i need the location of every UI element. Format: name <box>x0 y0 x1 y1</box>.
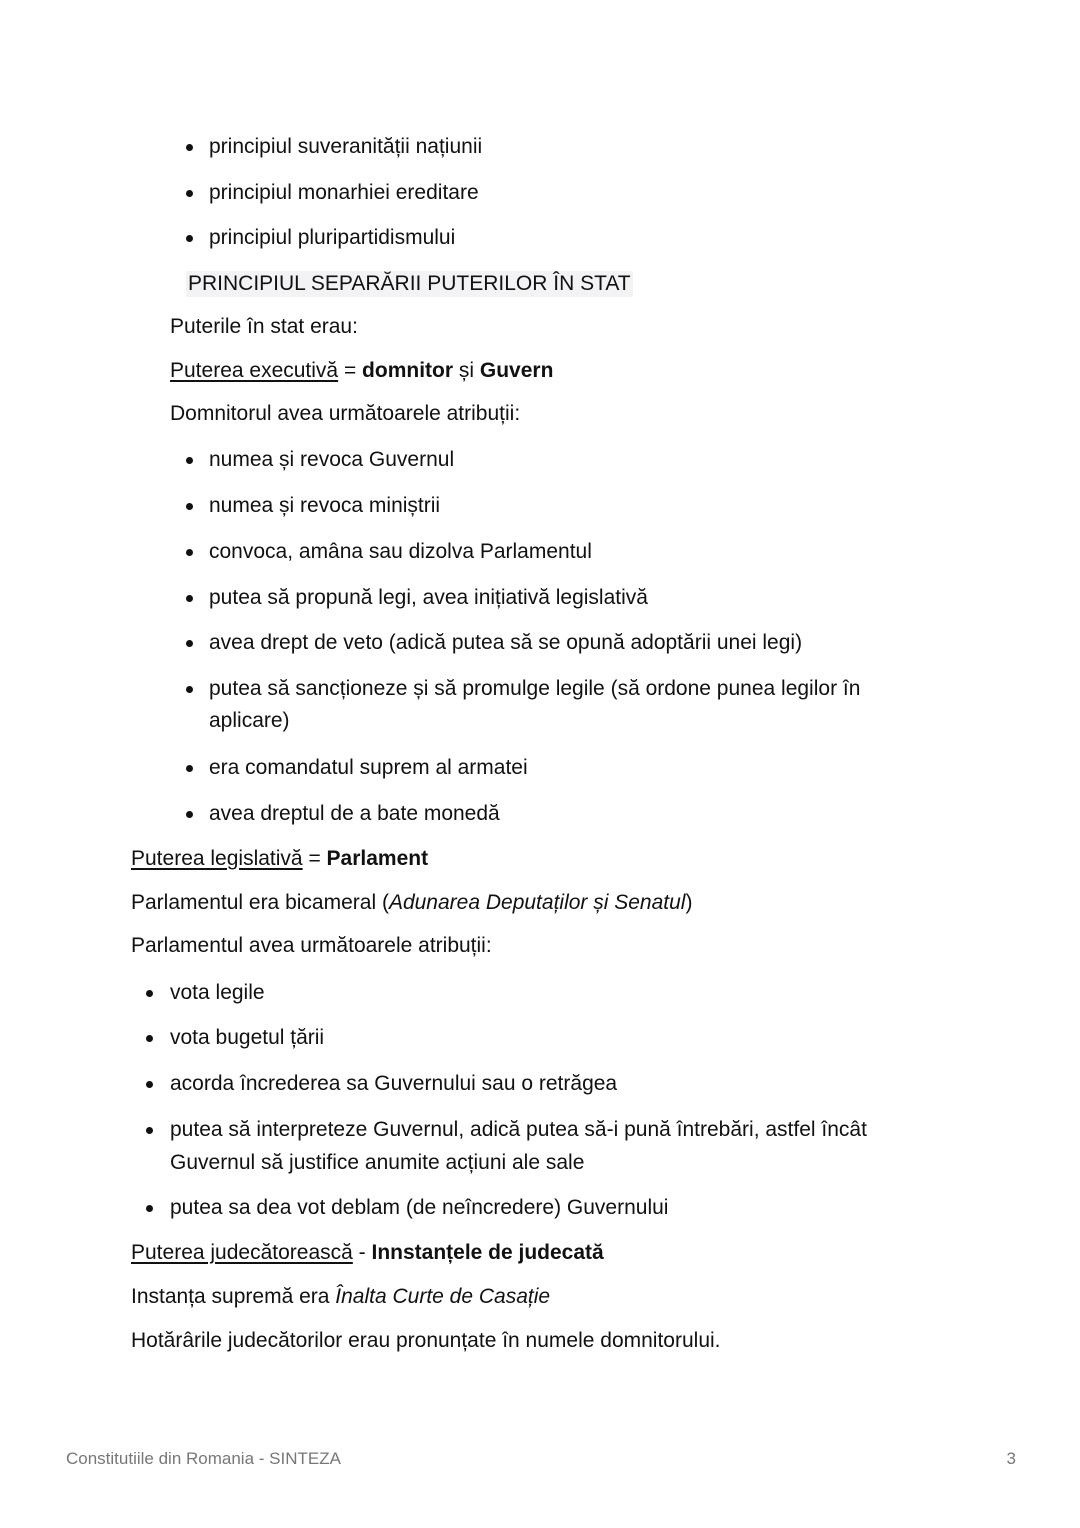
bold-term: Parlament <box>326 847 429 870</box>
paragraph: Puterile în stat erau: <box>170 315 358 338</box>
bullet <box>186 190 193 197</box>
bullet <box>186 457 193 464</box>
list-item: putea să sancționeze și să promulge legile (să ordone punea legilor în <box>209 677 861 700</box>
list-item: vota legile <box>170 981 265 1004</box>
list-item: putea sa dea vot deblam (de neîncredere) Guvernului <box>170 1196 669 1219</box>
separator: - <box>352 1241 372 1264</box>
bullet <box>186 686 193 693</box>
bold-term: domnitor <box>362 359 454 382</box>
legislative-power-line <box>131 846 428 872</box>
bold-term: Guvern <box>479 359 554 382</box>
list-item: avea drept de veto (adică putea să se opună adoptării unei legi) <box>209 631 803 654</box>
bullet <box>186 144 193 151</box>
list-item: numea și revoca miniștrii <box>209 494 441 517</box>
executive-power-line <box>170 358 553 384</box>
paragraph: Hotărârile judecătorilor erau pronunțate în numele domnitorului. <box>131 1329 721 1352</box>
separator: = <box>338 359 363 382</box>
separator: = <box>302 847 327 870</box>
bullet <box>186 549 193 556</box>
term: Puterea judecătorească <box>131 1241 353 1264</box>
list-item: vota bugetul țării <box>170 1026 325 1049</box>
conjunction: și <box>453 359 480 382</box>
bullet <box>146 990 153 997</box>
bullet <box>186 503 193 510</box>
bullet <box>146 1035 153 1042</box>
list-item: numea și revoca Guvernul <box>209 448 455 471</box>
paragraph: Domnitorul avea următoarele atribuții: <box>170 402 521 425</box>
italic-text: Înalta Curte de Casație <box>335 1285 551 1308</box>
bullet <box>146 1205 153 1212</box>
list-item: principiul monarhiei ereditare <box>209 181 479 204</box>
bullet <box>186 235 193 242</box>
list-item-continuation: Guvernul să justifice anumite acțiuni ale sale <box>170 1151 585 1174</box>
paragraph: Parlamentul avea următoarele atribuții: <box>131 934 492 957</box>
bullet <box>186 640 193 647</box>
text: Instanța supremă era <box>131 1285 336 1308</box>
term: Puterea executivă <box>170 359 339 382</box>
bullet <box>186 811 193 818</box>
footer-title: Constitutiile din Romania - SINTEZA <box>66 1449 341 1468</box>
page-number: 3 <box>1006 1449 1016 1468</box>
list-item-continuation: aplicare) <box>209 709 290 732</box>
term: Puterea legislativă <box>131 847 303 870</box>
text: ) <box>685 891 693 914</box>
list-item: putea să propună legi, avea inițiativă legislativă <box>209 586 648 609</box>
italic-text: Adunarea Deputaților și Senatul <box>388 891 686 914</box>
bullet <box>146 1127 153 1134</box>
text: Parlamentul era bicameral ( <box>131 891 389 914</box>
bullet <box>186 765 193 772</box>
list-item: acorda încrederea sa Guvernului sau o retrăgea <box>170 1072 618 1095</box>
judicial-power-line <box>131 1240 604 1266</box>
section-heading: PRINCIPIUL SEPARĂRII PUTERILOR ÎN STAT <box>188 272 631 295</box>
bold-term: Innstanțele de judecată <box>371 1241 604 1264</box>
list-item: avea dreptul de a bate monedă <box>209 802 500 825</box>
paragraph <box>131 890 692 916</box>
paragraph <box>131 1284 550 1310</box>
bullet <box>186 595 193 602</box>
list-item: principiul suveranității națiunii <box>209 135 483 158</box>
list-item: putea să interpreteze Guvernul, adică putea să-i pună întrebări, astfel încât <box>170 1118 867 1141</box>
list-item: principiul pluripartidismului <box>209 226 456 249</box>
list-item: era comandatul suprem al armatei <box>209 756 528 779</box>
list-item: convoca, amâna sau dizolva Parlamentul <box>209 540 592 563</box>
bullet <box>146 1081 153 1088</box>
